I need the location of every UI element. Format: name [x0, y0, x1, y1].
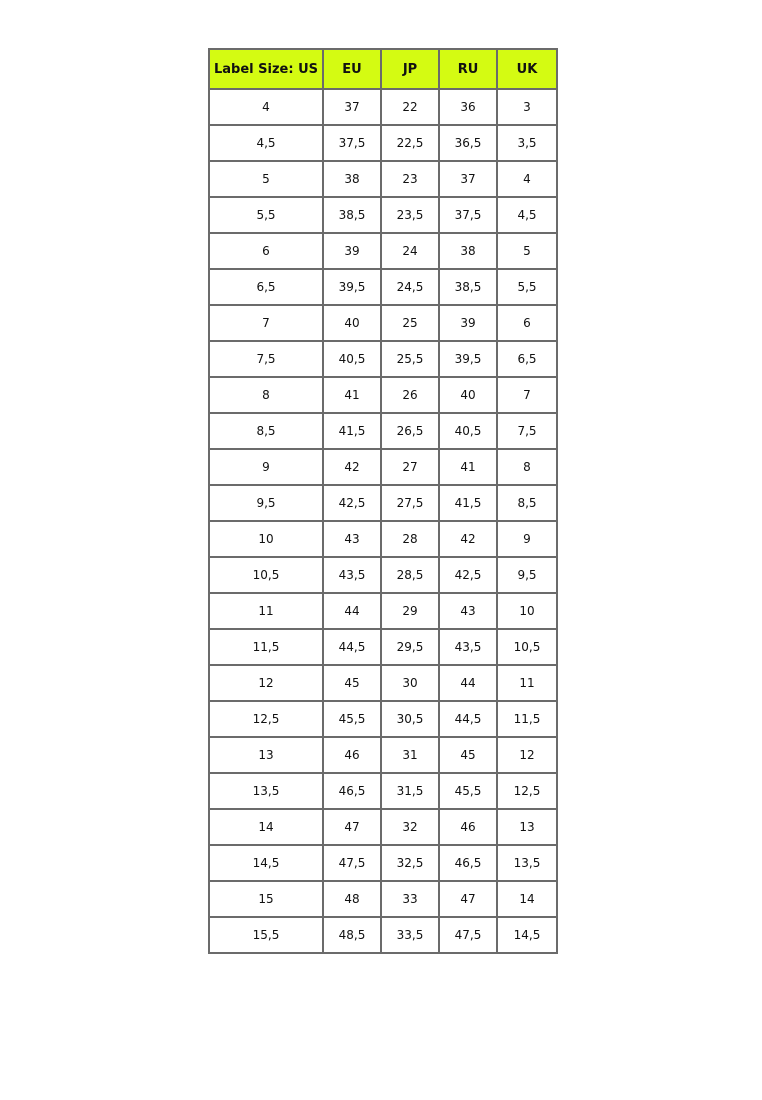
cell-eu: 42,5: [323, 485, 381, 521]
cell-eu: 44: [323, 593, 381, 629]
cell-jp: 32,5: [381, 845, 439, 881]
table-row: [209, 521, 557, 557]
cell-ru: 41,5: [439, 485, 497, 521]
cell-ru: 43,5: [439, 629, 497, 665]
cell-ru: 39,5: [439, 341, 497, 377]
column-header-eu: EU: [323, 49, 381, 89]
cell-ru: 36,5: [439, 125, 497, 161]
cell-uk: 11: [497, 665, 557, 701]
cell-us: 8,5: [209, 413, 323, 449]
cell-uk: 9,5: [497, 557, 557, 593]
cell-us: 6: [209, 233, 323, 269]
cell-ru: 42: [439, 521, 497, 557]
table-row: [209, 629, 557, 665]
table-row: [209, 485, 557, 521]
cell-uk: 13: [497, 809, 557, 845]
cell-ru: 37: [439, 161, 497, 197]
table-row: [209, 197, 557, 233]
cell-jp: 23,5: [381, 197, 439, 233]
column-header-jp: JP: [381, 49, 439, 89]
cell-ru: 40,5: [439, 413, 497, 449]
cell-uk: 13,5: [497, 845, 557, 881]
column-header-us: Label Size: US: [209, 49, 323, 89]
table-row: [209, 161, 557, 197]
cell-us: 5,5: [209, 197, 323, 233]
cell-us: 11,5: [209, 629, 323, 665]
cell-uk: 8,5: [497, 485, 557, 521]
cell-ru: 38,5: [439, 269, 497, 305]
cell-us: 13: [209, 737, 323, 773]
table-row: [209, 593, 557, 629]
cell-jp: 32: [381, 809, 439, 845]
cell-us: 15: [209, 881, 323, 917]
cell-jp: 27,5: [381, 485, 439, 521]
cell-us: 8: [209, 377, 323, 413]
table-row: [209, 305, 557, 341]
cell-eu: 46,5: [323, 773, 381, 809]
cell-us: 10,5: [209, 557, 323, 593]
cell-jp: 30,5: [381, 701, 439, 737]
table-row: [209, 269, 557, 305]
cell-us: 7,5: [209, 341, 323, 377]
cell-ru: 44,5: [439, 701, 497, 737]
cell-jp: 27: [381, 449, 439, 485]
cell-eu: 37,5: [323, 125, 381, 161]
column-header-uk: UK: [497, 49, 557, 89]
table-row: [209, 413, 557, 449]
size-conversion-table: [208, 48, 558, 954]
cell-uk: 10: [497, 593, 557, 629]
cell-uk: 9: [497, 521, 557, 557]
cell-eu: 42: [323, 449, 381, 485]
cell-eu: 47: [323, 809, 381, 845]
cell-eu: 37: [323, 89, 381, 125]
cell-uk: 5: [497, 233, 557, 269]
cell-eu: 43,5: [323, 557, 381, 593]
cell-jp: 29,5: [381, 629, 439, 665]
cell-us: 6,5: [209, 269, 323, 305]
cell-eu: 48,5: [323, 917, 381, 953]
cell-us: 10: [209, 521, 323, 557]
cell-uk: 12,5: [497, 773, 557, 809]
cell-us: 5: [209, 161, 323, 197]
cell-uk: 7,5: [497, 413, 557, 449]
cell-ru: 41: [439, 449, 497, 485]
cell-us: 4,5: [209, 125, 323, 161]
cell-uk: 14: [497, 881, 557, 917]
table-row: [209, 917, 557, 953]
cell-us: 11: [209, 593, 323, 629]
cell-us: 14: [209, 809, 323, 845]
cell-us: 15,5: [209, 917, 323, 953]
header-row: [209, 49, 557, 89]
cell-ru: 36: [439, 89, 497, 125]
cell-us: 9: [209, 449, 323, 485]
cell-us: 7: [209, 305, 323, 341]
cell-jp: 33,5: [381, 917, 439, 953]
table-row: [209, 665, 557, 701]
cell-ru: 40: [439, 377, 497, 413]
cell-eu: 43: [323, 521, 381, 557]
cell-jp: 31: [381, 737, 439, 773]
cell-uk: 3: [497, 89, 557, 125]
cell-jp: 28: [381, 521, 439, 557]
cell-us: 12: [209, 665, 323, 701]
cell-us: 9,5: [209, 485, 323, 521]
cell-jp: 30: [381, 665, 439, 701]
cell-eu: 47,5: [323, 845, 381, 881]
cell-eu: 45,5: [323, 701, 381, 737]
cell-jp: 31,5: [381, 773, 439, 809]
cell-eu: 40: [323, 305, 381, 341]
cell-ru: 47,5: [439, 917, 497, 953]
cell-uk: 6: [497, 305, 557, 341]
cell-jp: 23: [381, 161, 439, 197]
table-row: [209, 89, 557, 125]
cell-jp: 25: [381, 305, 439, 341]
cell-uk: 6,5: [497, 341, 557, 377]
cell-uk: 5,5: [497, 269, 557, 305]
cell-jp: 25,5: [381, 341, 439, 377]
table-body: [209, 89, 557, 953]
cell-us: 12,5: [209, 701, 323, 737]
cell-ru: 45,5: [439, 773, 497, 809]
table-row: [209, 449, 557, 485]
cell-uk: 11,5: [497, 701, 557, 737]
cell-eu: 39: [323, 233, 381, 269]
cell-eu: 45: [323, 665, 381, 701]
table-row: [209, 125, 557, 161]
cell-uk: 7: [497, 377, 557, 413]
cell-uk: 10,5: [497, 629, 557, 665]
cell-eu: 46: [323, 737, 381, 773]
cell-ru: 38: [439, 233, 497, 269]
cell-ru: 46: [439, 809, 497, 845]
cell-ru: 37,5: [439, 197, 497, 233]
table-row: [209, 341, 557, 377]
cell-us: 14,5: [209, 845, 323, 881]
cell-ru: 46,5: [439, 845, 497, 881]
cell-ru: 47: [439, 881, 497, 917]
column-header-ru: RU: [439, 49, 497, 89]
table-row: [209, 701, 557, 737]
cell-uk: 8: [497, 449, 557, 485]
cell-jp: 24: [381, 233, 439, 269]
table-row: [209, 377, 557, 413]
cell-jp: 26,5: [381, 413, 439, 449]
cell-eu: 39,5: [323, 269, 381, 305]
cell-uk: 14,5: [497, 917, 557, 953]
cell-eu: 38,5: [323, 197, 381, 233]
cell-jp: 28,5: [381, 557, 439, 593]
cell-jp: 26: [381, 377, 439, 413]
table-header: [209, 49, 557, 89]
cell-eu: 44,5: [323, 629, 381, 665]
cell-jp: 33: [381, 881, 439, 917]
cell-uk: 12: [497, 737, 557, 773]
cell-ru: 44: [439, 665, 497, 701]
cell-us: 13,5: [209, 773, 323, 809]
table-row: [209, 773, 557, 809]
cell-eu: 48: [323, 881, 381, 917]
cell-ru: 39: [439, 305, 497, 341]
table-row: [209, 233, 557, 269]
table-row: [209, 881, 557, 917]
cell-ru: 43: [439, 593, 497, 629]
cell-us: 4: [209, 89, 323, 125]
cell-eu: 40,5: [323, 341, 381, 377]
cell-uk: 3,5: [497, 125, 557, 161]
cell-jp: 22,5: [381, 125, 439, 161]
table-row: [209, 557, 557, 593]
cell-eu: 41,5: [323, 413, 381, 449]
cell-uk: 4,5: [497, 197, 557, 233]
table-row: [209, 845, 557, 881]
cell-eu: 38: [323, 161, 381, 197]
cell-eu: 41: [323, 377, 381, 413]
cell-ru: 42,5: [439, 557, 497, 593]
cell-jp: 22: [381, 89, 439, 125]
cell-jp: 29: [381, 593, 439, 629]
cell-uk: 4: [497, 161, 557, 197]
cell-ru: 45: [439, 737, 497, 773]
cell-jp: 24,5: [381, 269, 439, 305]
table-row: [209, 809, 557, 845]
table-row: [209, 737, 557, 773]
